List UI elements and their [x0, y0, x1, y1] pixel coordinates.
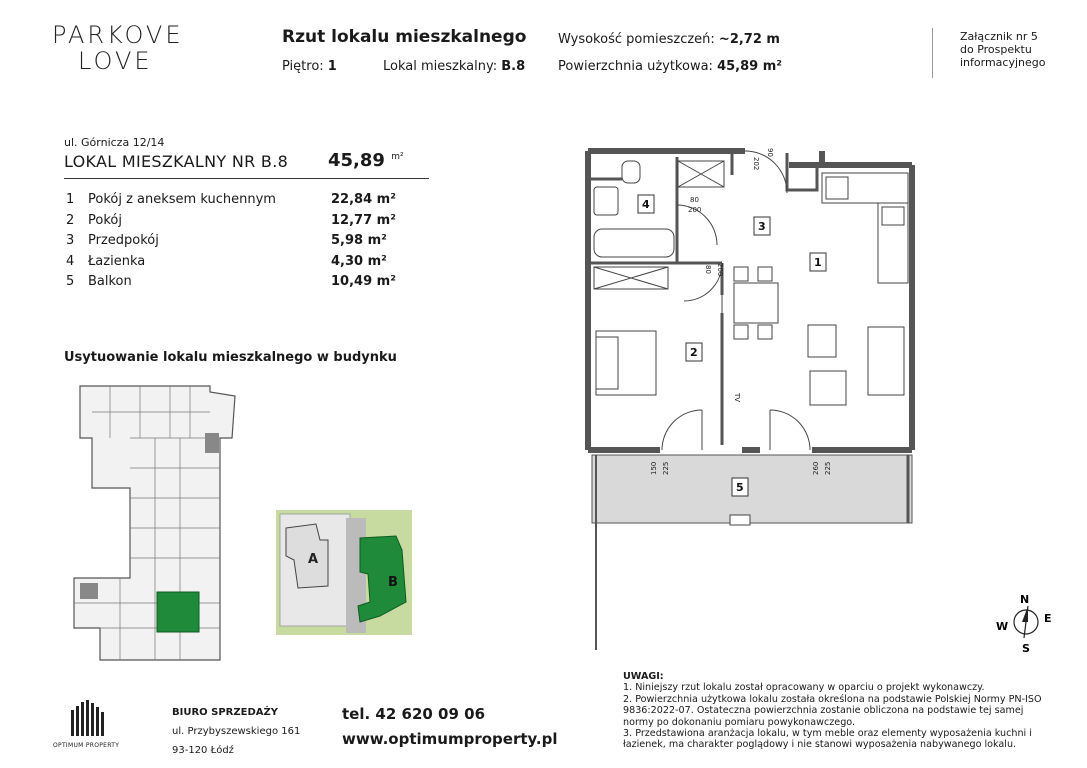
dim-225-left: 225 — [662, 461, 670, 475]
site-plan — [276, 510, 412, 635]
dim-200-room: 200 — [716, 263, 724, 277]
note-3: 3. Przedstawiona aranżacja lokalu, w tym meble oraz elementy wyposażenia kuchni i łazienek, ma charakter poglądowy i nie stanowi wyposażenia nabywanego lokalu. — [623, 728, 1032, 751]
location-title: Usytuowanie lokalu mieszkalnego w budynku — [64, 350, 397, 365]
room-number: 1 — [66, 192, 75, 207]
header-divider — [932, 28, 933, 78]
room-row — [66, 192, 426, 213]
floor-info — [282, 59, 337, 74]
dim-200-bath: 200 — [688, 206, 702, 214]
dim-202: 202 — [752, 157, 760, 171]
room-area: 22,84 m² — [331, 192, 396, 207]
office-street: ul. Przybyszewskiego 161 — [172, 726, 301, 737]
divider — [64, 178, 429, 179]
room-row — [66, 254, 426, 275]
area-value: 45,89 m² — [717, 59, 782, 74]
dim-225-right: 225 — [824, 461, 832, 475]
brand-line-2: LOVE — [78, 47, 153, 75]
unit-title: LOKAL MIESZKALNY NR B.8 — [64, 152, 289, 171]
office-city: 93-120 Łódź — [172, 745, 234, 756]
height-info — [558, 32, 780, 47]
room-row — [66, 233, 426, 254]
phone-number[interactable]: tel. 42 620 09 06 — [342, 705, 486, 723]
notes-title: UWAGI: — [623, 671, 664, 682]
area-info — [558, 59, 782, 74]
dim-80-bath: 80 — [690, 196, 699, 204]
note-2: 2. Powierzchnia użytkowa lokalu została określona na podstawie Polskiej Normy PN-ISO 9836:2022-07. Ostateczna powierzchnia zostanie obliczona na podstawie tej samej normy po dokonaniu pomiaru powykonawczego. — [623, 693, 1042, 728]
attachment-note — [960, 30, 1045, 69]
room-label-5: 5 — [736, 481, 744, 494]
unit-label: Lokal mieszkalny: — [383, 59, 498, 74]
dim-90: 90 — [766, 148, 774, 157]
height-label: Wysokość pomieszczeń: — [558, 32, 715, 47]
tv-label: TV — [733, 393, 741, 403]
attachment-line-2: do Prospektu — [960, 43, 1032, 56]
room-number: 5 — [66, 274, 75, 289]
room-area: 4,30 m² — [331, 253, 387, 269]
contact-info — [342, 702, 558, 752]
room-label-1: 1 — [814, 256, 822, 269]
building-floor-plan — [60, 378, 245, 668]
room-name: Łazienka — [88, 253, 146, 269]
room-number: 4 — [66, 253, 75, 269]
unit-value: B.8 — [501, 59, 526, 74]
room-name: Pokój z aneksem kuchennym — [88, 192, 276, 207]
compass-n: N — [1020, 593, 1030, 606]
room-area: 12,77 m² — [331, 212, 396, 228]
room-label-2: 2 — [690, 346, 698, 359]
height-value: ~2,72 m — [718, 32, 780, 47]
dim-150: 150 — [650, 461, 658, 475]
floor-value: 1 — [327, 59, 337, 74]
room-name: Przedpokój — [88, 233, 159, 248]
building-b-label: B — [388, 575, 398, 590]
floor-label: Piętro: — [282, 59, 324, 74]
room-number: 3 — [66, 233, 75, 248]
room-list — [66, 192, 426, 295]
brand-line-1: PARKOVE — [52, 21, 184, 49]
sales-office — [172, 703, 300, 760]
room-row — [66, 274, 426, 295]
unit-area — [328, 150, 404, 171]
office-logo-text: OPTIMUM PROPERTY — [53, 742, 120, 749]
room-row — [66, 213, 426, 234]
dim-260: 260 — [812, 461, 820, 475]
room-area: 10,49 m² — [331, 274, 396, 289]
room-name: Pokój — [88, 212, 122, 228]
unit-info — [383, 59, 525, 74]
office-title: BIURO SPRZEDAŻY — [172, 707, 278, 718]
brand-logo — [52, 22, 184, 74]
unit-area-value: 45,89 — [328, 150, 385, 171]
building-logo-icon — [53, 700, 123, 736]
room-label-4: 4 — [642, 198, 650, 211]
compass-rose — [992, 592, 1056, 654]
dim-80-room: 80 — [704, 265, 712, 274]
note-1: 1. Niniejszy rzut lokalu został opracowany w oparciu o projekt wykonawczy. — [623, 682, 985, 694]
attachment-line-1: Załącznik nr 5 — [960, 30, 1038, 43]
room-label-3: 3 — [758, 220, 766, 233]
notes — [623, 671, 1053, 751]
unit-area-unit: m² — [391, 152, 404, 162]
compass-s: S — [1022, 642, 1030, 654]
area-label: Powierzchnia użytkowa: — [558, 59, 713, 74]
compass-w: W — [996, 620, 1009, 633]
room-area: 5,98 m² — [331, 233, 387, 248]
website-link[interactable]: www.optimumproperty.pl — [342, 730, 558, 748]
room-number: 2 — [66, 212, 75, 228]
unit-address: ul. Górnicza 12/14 — [64, 136, 165, 149]
attachment-line-3: informacyjnego — [960, 56, 1046, 69]
highlighted-unit — [157, 592, 199, 632]
apartment-floor-plan — [582, 145, 917, 655]
optimum-property-logo — [53, 700, 123, 749]
room-name: Balkon — [88, 274, 132, 289]
building-a-label: A — [308, 552, 319, 567]
balcony-area — [592, 455, 912, 523]
compass-e: E — [1044, 612, 1052, 625]
page-title: Rzut lokalu mieszkalnego — [282, 27, 527, 47]
